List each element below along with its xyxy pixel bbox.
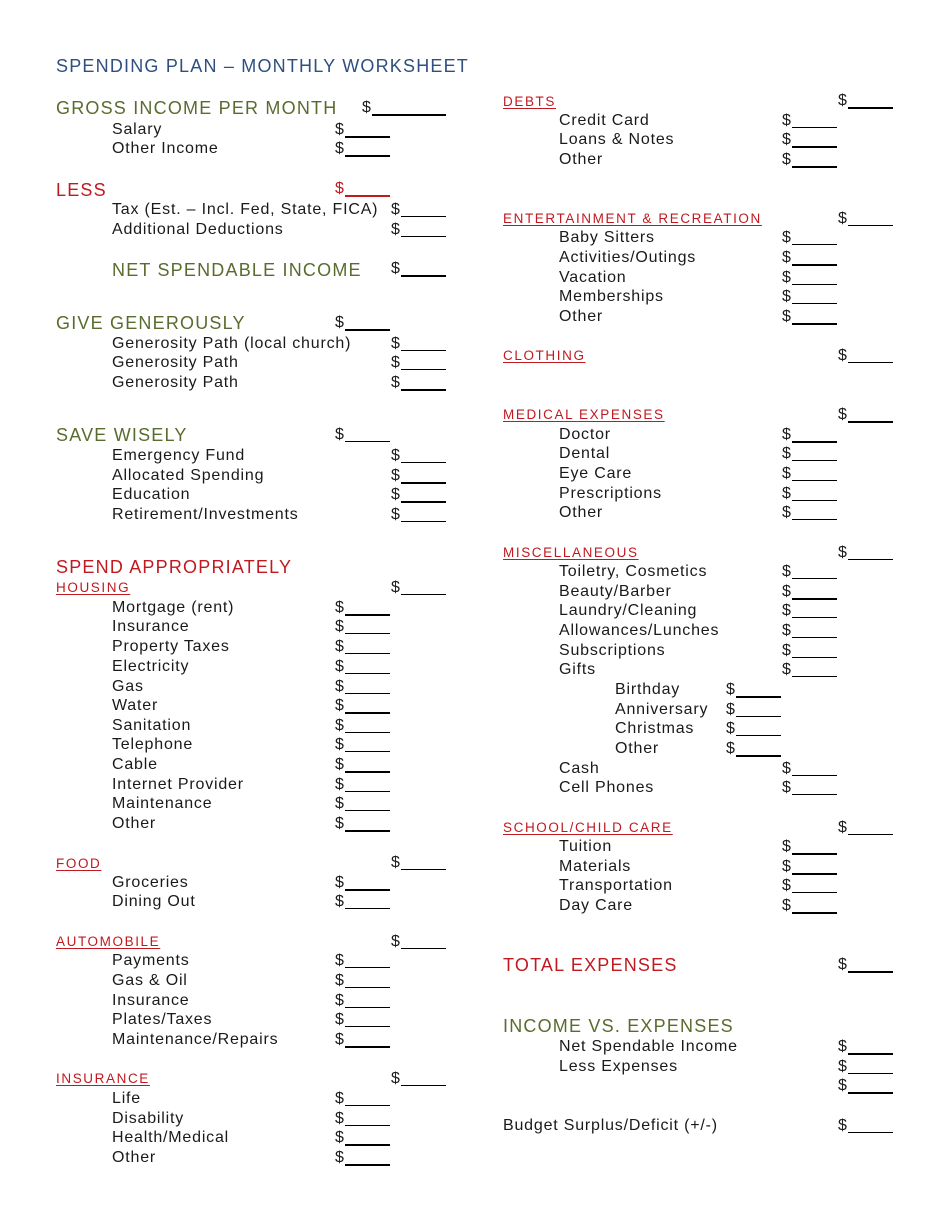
- medical-item-field[interactable]: $: [782, 465, 837, 485]
- give-item-field[interactable]: $: [391, 354, 446, 374]
- section-spend-heading: SPEND APPROPRIATELY: [56, 557, 293, 577]
- automobile-item: Insurance: [112, 992, 190, 1009]
- section-give-heading: GIVE GENEROUSLY: [56, 313, 246, 333]
- housing-item-field[interactable]: $: [335, 815, 390, 835]
- entertainment-item-field[interactable]: $: [782, 229, 837, 249]
- category-debts: DEBTS: [503, 94, 557, 109]
- debts-item: Other: [559, 151, 604, 168]
- insurance-total-field[interactable]: $: [391, 1070, 446, 1090]
- school-item: Materials: [559, 858, 632, 875]
- category-automobile: AUTOMOBILE: [56, 934, 161, 949]
- automobile-item-field[interactable]: $: [335, 1031, 390, 1051]
- automobile-item: Plates/Taxes: [112, 1011, 213, 1028]
- category-food: FOOD: [56, 856, 102, 871]
- gift-item-field[interactable]: $: [726, 720, 781, 740]
- housing-item: Maintenance: [112, 795, 213, 812]
- gross-income-item-field[interactable]: $: [335, 140, 390, 160]
- debts-item: Loans & Notes: [559, 131, 675, 148]
- net-spendable-income-field[interactable]: $: [391, 260, 446, 280]
- entertainment-item: Baby Sitters: [559, 229, 655, 246]
- page-title: SPENDING PLAN – MONTHLY WORKSHEET: [56, 56, 470, 76]
- give-total-field[interactable]: $: [335, 314, 390, 334]
- misc-item-field[interactable]: $: [782, 779, 837, 799]
- save-item: Education: [112, 486, 191, 503]
- debts-item: Credit Card: [559, 112, 650, 129]
- income-vs-result-field[interactable]: $: [838, 1077, 893, 1097]
- entertainment-item-field[interactable]: $: [782, 308, 837, 328]
- gift-item: Christmas: [615, 720, 695, 737]
- school-item: Day Care: [559, 897, 633, 914]
- category-housing: HOUSING: [56, 580, 131, 595]
- misc-item: Allowances/Lunches: [559, 622, 720, 639]
- automobile-item-field[interactable]: $: [335, 952, 390, 972]
- medical-item: Doctor: [559, 426, 611, 443]
- income-vs-expenses-heading: INCOME VS. EXPENSES: [503, 1016, 734, 1036]
- housing-item: Property Taxes: [112, 638, 230, 655]
- entertainment-item-field[interactable]: $: [782, 249, 837, 269]
- save-item-field[interactable]: $: [391, 467, 446, 487]
- housing-item-field[interactable]: $: [335, 717, 390, 737]
- net-spendable-income-heading: NET SPENDABLE INCOME: [112, 260, 362, 280]
- less-item: Additional Deductions: [112, 221, 284, 238]
- housing-item: Internet Provider: [112, 776, 244, 793]
- save-item: Allocated Spending: [112, 467, 265, 484]
- less-item: Tax (Est. – Incl. Fed, State, FICA): [112, 201, 379, 218]
- misc-item: Toiletry, Cosmetics: [559, 563, 708, 580]
- debts-item-field[interactable]: $: [782, 131, 837, 151]
- school-item: Tuition: [559, 838, 613, 855]
- budget-surplus-label: Budget Surplus/Deficit (+/-): [503, 1117, 718, 1134]
- medical-item-field[interactable]: $: [782, 504, 837, 524]
- gift-item-field[interactable]: $: [726, 701, 781, 721]
- entertainment-item: Memberships: [559, 288, 664, 305]
- save-item: Retirement/Investments: [112, 506, 299, 523]
- save-item-field[interactable]: $: [391, 506, 446, 526]
- housing-item: Telephone: [112, 736, 194, 753]
- entertainment-item: Activities/Outings: [559, 249, 697, 266]
- budget-surplus-field[interactable]: $: [838, 1117, 893, 1137]
- category-clothing: CLOTHING: [503, 348, 586, 363]
- food-total-field[interactable]: $: [391, 854, 446, 874]
- housing-item: Insurance: [112, 618, 190, 635]
- category-entertainment: ENTERTAINMENT & RECREATION: [503, 211, 762, 226]
- misc-item-field[interactable]: $: [782, 760, 837, 780]
- housing-total-field[interactable]: $: [391, 579, 446, 599]
- insurance-item-field[interactable]: $: [335, 1090, 390, 1110]
- section-less-heading: LESS: [56, 180, 107, 200]
- debts-item-field[interactable]: $: [782, 112, 837, 132]
- automobile-item: Gas & Oil: [112, 972, 188, 989]
- misc-item-field[interactable]: $: [782, 583, 837, 603]
- gift-item-field[interactable]: $: [726, 681, 781, 701]
- section-gross-income-heading: GROSS INCOME PER MONTH: [56, 98, 338, 118]
- medical-item: Eye Care: [559, 465, 633, 482]
- misc-total-field[interactable]: $: [838, 544, 893, 564]
- housing-item-field[interactable]: $: [335, 618, 390, 638]
- gross-income-total-field[interactable]: $: [362, 99, 446, 119]
- save-item: Emergency Fund: [112, 447, 246, 464]
- gift-item: Other: [615, 740, 660, 757]
- debts-total-field[interactable]: $: [838, 92, 893, 112]
- save-item-field[interactable]: $: [391, 447, 446, 467]
- food-item: Groceries: [112, 874, 189, 891]
- entertainment-total-field[interactable]: $: [838, 210, 893, 230]
- misc-item: Cash: [559, 760, 600, 777]
- debts-item-field[interactable]: $: [782, 151, 837, 171]
- insurance-item: Other: [112, 1149, 157, 1166]
- automobile-total-field[interactable]: $: [391, 933, 446, 953]
- entertainment-item: Other: [559, 308, 604, 325]
- gift-item: Birthday: [615, 681, 681, 698]
- housing-item-field[interactable]: $: [335, 736, 390, 756]
- automobile-item-field[interactable]: $: [335, 992, 390, 1012]
- save-total-field[interactable]: $: [335, 426, 390, 446]
- food-item-field[interactable]: $: [335, 893, 390, 913]
- income-vs-item-field[interactable]: $: [838, 1058, 893, 1078]
- housing-item-field[interactable]: $: [335, 678, 390, 698]
- housing-item-field[interactable]: $: [335, 756, 390, 776]
- medical-item-field[interactable]: $: [782, 485, 837, 505]
- income-vs-item: Less Expenses: [559, 1058, 678, 1075]
- housing-item: Cable: [112, 756, 158, 773]
- housing-item-field[interactable]: $: [335, 776, 390, 796]
- gross-income-item: Other Income: [112, 140, 219, 157]
- school-item-field[interactable]: $: [782, 858, 837, 878]
- total-expenses-field[interactable]: $: [838, 956, 893, 976]
- income-vs-item-field[interactable]: $: [838, 1038, 893, 1058]
- misc-item-field[interactable]: $: [782, 563, 837, 583]
- insurance-item-field[interactable]: $: [335, 1129, 390, 1149]
- automobile-item: Maintenance/Repairs: [112, 1031, 279, 1048]
- automobile-item: Payments: [112, 952, 190, 969]
- misc-item: Gifts: [559, 661, 596, 678]
- gift-item: Anniversary: [615, 701, 709, 718]
- school-item-field[interactable]: $: [782, 877, 837, 897]
- housing-item: Sanitation: [112, 717, 192, 734]
- give-item: Generosity Path: [112, 354, 239, 371]
- total-expenses-heading: TOTAL EXPENSES: [503, 955, 678, 975]
- housing-item: Water: [112, 697, 159, 714]
- misc-item-field[interactable]: $: [782, 642, 837, 662]
- medical-total-field[interactable]: $: [838, 406, 893, 426]
- school-total-field[interactable]: $: [838, 819, 893, 839]
- housing-item: Gas: [112, 678, 144, 695]
- income-vs-item: Net Spendable Income: [559, 1038, 738, 1055]
- housing-item: Electricity: [112, 658, 190, 675]
- school-item-field[interactable]: $: [782, 897, 837, 917]
- insurance-item-field[interactable]: $: [335, 1149, 390, 1169]
- medical-item: Prescriptions: [559, 485, 662, 502]
- insurance-item: Health/Medical: [112, 1129, 230, 1146]
- housing-item-field[interactable]: $: [335, 697, 390, 717]
- automobile-item-field[interactable]: $: [335, 972, 390, 992]
- misc-item-field[interactable]: $: [782, 661, 837, 681]
- entertainment-item-field[interactable]: $: [782, 288, 837, 308]
- clothing-total-field[interactable]: $: [838, 347, 893, 367]
- give-item-field[interactable]: $: [391, 374, 446, 394]
- housing-item-field[interactable]: $: [335, 599, 390, 619]
- medical-item: Dental: [559, 445, 611, 462]
- save-item-field[interactable]: $: [391, 486, 446, 506]
- medical-item-field[interactable]: $: [782, 445, 837, 465]
- section-save-heading: SAVE WISELY: [56, 425, 188, 445]
- school-item: Transportation: [559, 877, 673, 894]
- housing-item-field[interactable]: $: [335, 638, 390, 658]
- give-item-field[interactable]: $: [391, 335, 446, 355]
- less-total-field[interactable]: $: [335, 180, 390, 200]
- category-medical: MEDICAL EXPENSES: [503, 407, 665, 422]
- medical-item-field[interactable]: $: [782, 426, 837, 446]
- insurance-item: Life: [112, 1090, 141, 1107]
- gross-income-item-field[interactable]: $: [335, 121, 390, 141]
- automobile-item-field[interactable]: $: [335, 1011, 390, 1031]
- less-item-field[interactable]: $: [391, 221, 446, 241]
- gift-item-field[interactable]: $: [726, 740, 781, 760]
- misc-item: Beauty/Barber: [559, 583, 672, 600]
- misc-item-field[interactable]: $: [782, 602, 837, 622]
- misc-item: Cell Phones: [559, 779, 655, 796]
- housing-item: Mortgage (rent): [112, 599, 235, 616]
- insurance-item: Disability: [112, 1110, 185, 1127]
- category-school-child-care: SCHOOL/CHILD CARE: [503, 820, 673, 835]
- category-miscellaneous: MISCELLANEOUS: [503, 545, 639, 560]
- gross-income-item: Salary: [112, 121, 163, 138]
- give-item: Generosity Path (local church): [112, 335, 352, 352]
- misc-item: Subscriptions: [559, 642, 666, 659]
- housing-item-field[interactable]: $: [335, 795, 390, 815]
- misc-item-field[interactable]: $: [782, 622, 837, 642]
- entertainment-item: Vacation: [559, 269, 627, 286]
- housing-item-field[interactable]: $: [335, 658, 390, 678]
- food-item: Dining Out: [112, 893, 196, 910]
- housing-item: Other: [112, 815, 157, 832]
- less-item-field[interactable]: $: [391, 201, 446, 221]
- medical-item: Other: [559, 504, 604, 521]
- school-item-field[interactable]: $: [782, 838, 837, 858]
- give-item: Generosity Path: [112, 374, 239, 391]
- misc-item: Laundry/Cleaning: [559, 602, 698, 619]
- category-insurance: INSURANCE: [56, 1071, 150, 1086]
- insurance-item-field[interactable]: $: [335, 1110, 390, 1130]
- entertainment-item-field[interactable]: $: [782, 269, 837, 289]
- food-item-field[interactable]: $: [335, 874, 390, 894]
